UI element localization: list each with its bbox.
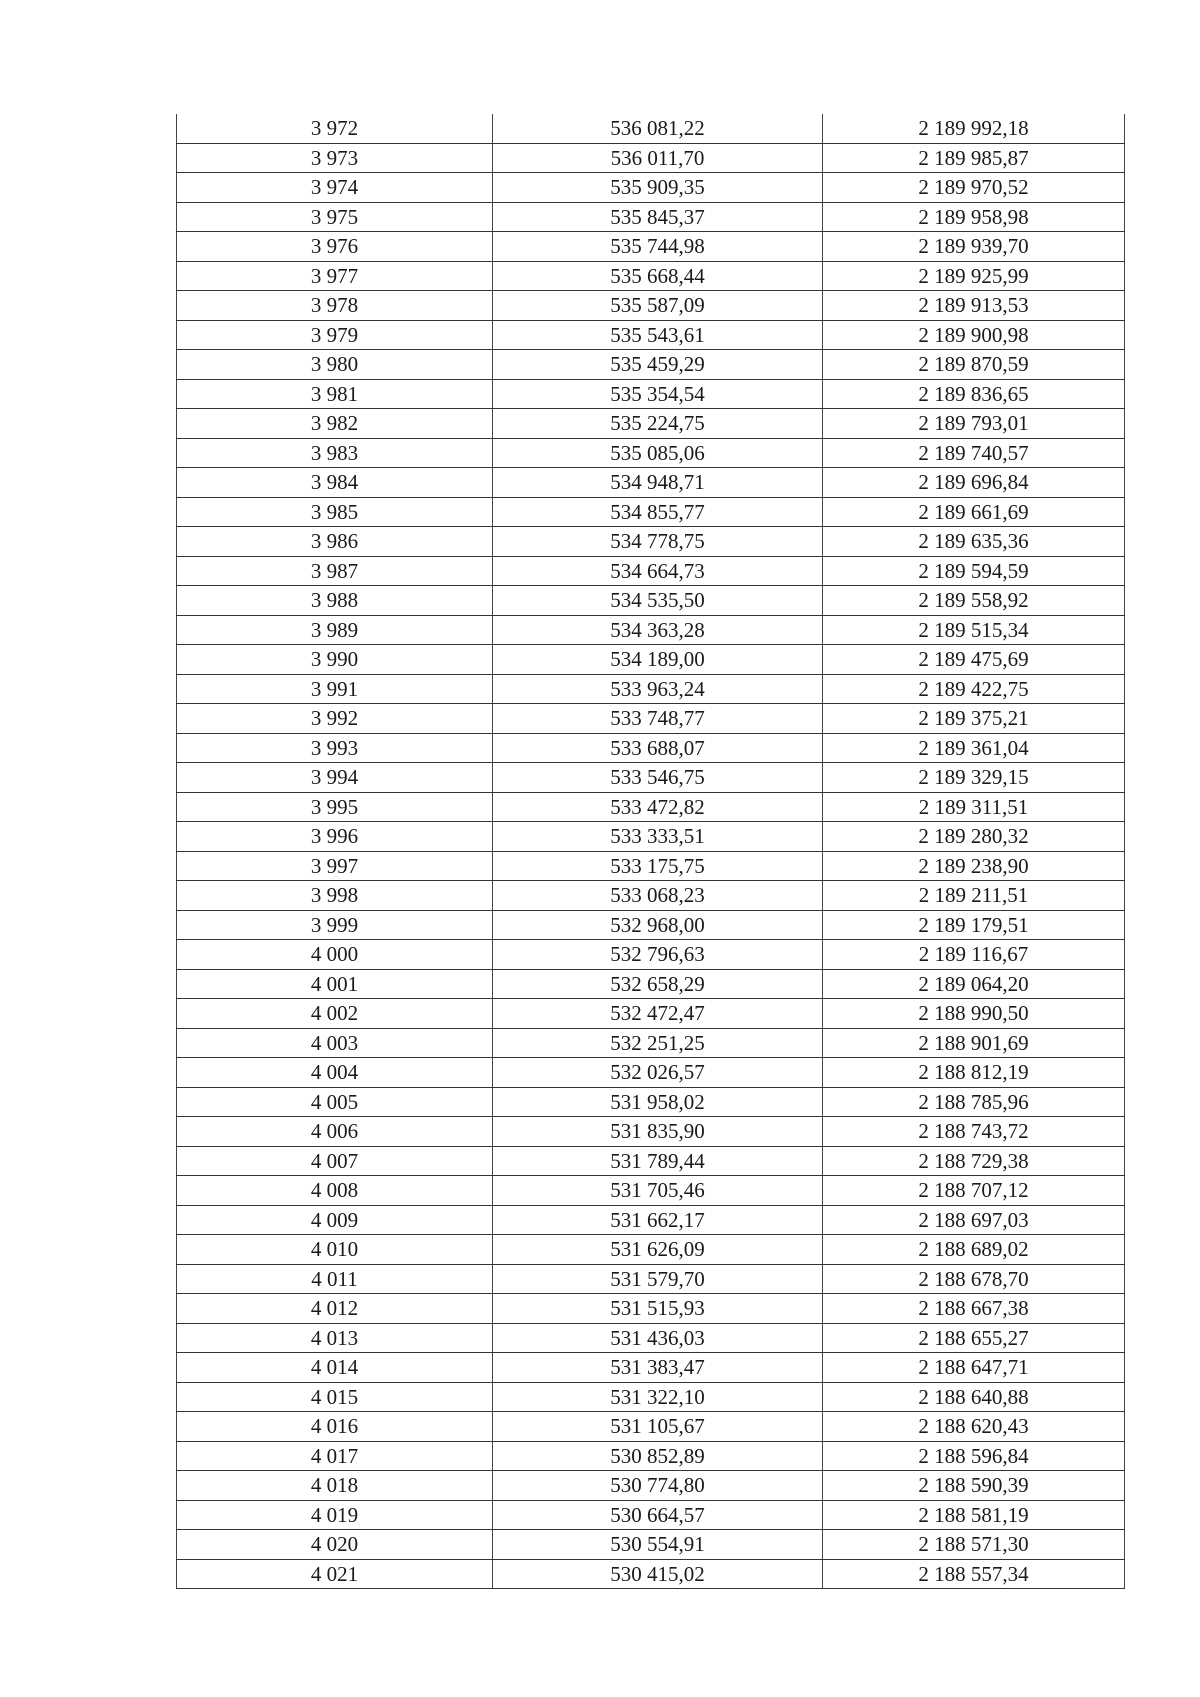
point-number-cell: 4 008 (177, 1176, 493, 1206)
y-coordinate-cell: 2 188 689,02 (823, 1235, 1125, 1265)
table-row (177, 1500, 1125, 1530)
point-number-cell: 4 011 (177, 1264, 493, 1294)
point-number-cell: 4 010 (177, 1235, 493, 1265)
y-coordinate-cell: 2 188 990,50 (823, 999, 1125, 1029)
point-number-cell: 3 979 (177, 320, 493, 350)
point-number-cell: 3 996 (177, 822, 493, 852)
y-coordinate-cell: 2 189 992,18 (823, 114, 1125, 143)
point-number-cell: 3 987 (177, 556, 493, 586)
point-number-cell: 3 986 (177, 527, 493, 557)
x-coordinate-cell: 532 796,63 (493, 940, 823, 970)
point-number-cell: 4 006 (177, 1117, 493, 1147)
table-row (177, 1058, 1125, 1088)
x-coordinate-cell: 532 026,57 (493, 1058, 823, 1088)
point-number-cell: 4 002 (177, 999, 493, 1029)
y-coordinate-cell: 2 188 743,72 (823, 1117, 1125, 1147)
x-coordinate-cell: 534 855,77 (493, 497, 823, 527)
y-coordinate-cell: 2 189 740,57 (823, 438, 1125, 468)
y-coordinate-cell: 2 188 667,38 (823, 1294, 1125, 1324)
x-coordinate-cell: 531 835,90 (493, 1117, 823, 1147)
y-coordinate-cell: 2 189 635,36 (823, 527, 1125, 557)
point-number-cell: 3 998 (177, 881, 493, 911)
table-row (177, 527, 1125, 557)
x-coordinate-cell: 533 175,75 (493, 851, 823, 881)
y-coordinate-cell: 2 189 913,53 (823, 291, 1125, 321)
point-number-cell: 4 013 (177, 1323, 493, 1353)
x-coordinate-cell: 533 688,07 (493, 733, 823, 763)
point-number-cell: 3 980 (177, 350, 493, 380)
table-row (177, 969, 1125, 999)
x-coordinate-cell: 535 354,54 (493, 379, 823, 409)
y-coordinate-cell: 2 189 515,34 (823, 615, 1125, 645)
table-row (177, 674, 1125, 704)
x-coordinate-cell: 531 515,93 (493, 1294, 823, 1324)
point-number-cell: 3 999 (177, 910, 493, 940)
table-row (177, 1028, 1125, 1058)
point-number-cell: 3 977 (177, 261, 493, 291)
x-coordinate-cell: 533 068,23 (493, 881, 823, 911)
point-number-cell: 4 004 (177, 1058, 493, 1088)
x-coordinate-cell: 536 081,22 (493, 114, 823, 143)
table-row (177, 497, 1125, 527)
point-number-cell: 3 992 (177, 704, 493, 734)
table-row (177, 881, 1125, 911)
x-coordinate-cell: 535 085,06 (493, 438, 823, 468)
x-coordinate-cell: 534 778,75 (493, 527, 823, 557)
y-coordinate-cell: 2 188 785,96 (823, 1087, 1125, 1117)
y-coordinate-cell: 2 189 238,90 (823, 851, 1125, 881)
point-number-cell: 4 005 (177, 1087, 493, 1117)
point-number-cell: 3 988 (177, 586, 493, 616)
y-coordinate-cell: 2 188 647,71 (823, 1353, 1125, 1383)
point-number-cell: 4 021 (177, 1559, 493, 1589)
y-coordinate-cell: 2 189 900,98 (823, 320, 1125, 350)
point-number-cell: 4 007 (177, 1146, 493, 1176)
point-number-cell: 3 985 (177, 497, 493, 527)
x-coordinate-cell: 533 963,24 (493, 674, 823, 704)
point-number-cell: 3 981 (177, 379, 493, 409)
table-row (177, 1205, 1125, 1235)
table-row (177, 645, 1125, 675)
table-row (177, 1087, 1125, 1117)
x-coordinate-cell: 533 472,82 (493, 792, 823, 822)
y-coordinate-cell: 2 188 620,43 (823, 1412, 1125, 1442)
table-row (177, 792, 1125, 822)
table-row (177, 822, 1125, 852)
table-row (177, 1382, 1125, 1412)
x-coordinate-cell: 533 333,51 (493, 822, 823, 852)
point-number-cell: 3 975 (177, 202, 493, 232)
table-row (177, 409, 1125, 439)
x-coordinate-cell: 530 774,80 (493, 1471, 823, 1501)
point-number-cell: 3 978 (177, 291, 493, 321)
table-row (177, 556, 1125, 586)
y-coordinate-cell: 2 189 558,92 (823, 586, 1125, 616)
x-coordinate-cell: 530 554,91 (493, 1530, 823, 1560)
y-coordinate-cell: 2 189 836,65 (823, 379, 1125, 409)
point-number-cell: 4 016 (177, 1412, 493, 1442)
y-coordinate-cell: 2 189 870,59 (823, 350, 1125, 380)
y-coordinate-cell: 2 188 640,88 (823, 1382, 1125, 1412)
x-coordinate-cell: 536 011,70 (493, 143, 823, 173)
y-coordinate-cell: 2 188 812,19 (823, 1058, 1125, 1088)
table-row (177, 202, 1125, 232)
point-number-cell: 4 018 (177, 1471, 493, 1501)
y-coordinate-cell: 2 188 655,27 (823, 1323, 1125, 1353)
point-number-cell: 4 017 (177, 1441, 493, 1471)
x-coordinate-cell: 534 535,50 (493, 586, 823, 616)
x-coordinate-cell: 530 415,02 (493, 1559, 823, 1589)
x-coordinate-cell: 535 543,61 (493, 320, 823, 350)
table-row (177, 763, 1125, 793)
x-coordinate-cell: 534 664,73 (493, 556, 823, 586)
y-coordinate-cell: 2 189 985,87 (823, 143, 1125, 173)
point-number-cell: 3 991 (177, 674, 493, 704)
x-coordinate-cell: 534 189,00 (493, 645, 823, 675)
x-coordinate-cell: 531 383,47 (493, 1353, 823, 1383)
point-number-cell: 4 015 (177, 1382, 493, 1412)
x-coordinate-cell: 531 626,09 (493, 1235, 823, 1265)
table-row (177, 1146, 1125, 1176)
y-coordinate-cell: 2 189 925,99 (823, 261, 1125, 291)
point-number-cell: 3 982 (177, 409, 493, 439)
point-number-cell: 3 974 (177, 173, 493, 203)
y-coordinate-cell: 2 188 571,30 (823, 1530, 1125, 1560)
y-coordinate-cell: 2 188 590,39 (823, 1471, 1125, 1501)
table-row (177, 704, 1125, 734)
point-number-cell: 3 989 (177, 615, 493, 645)
y-coordinate-cell: 2 188 678,70 (823, 1264, 1125, 1294)
x-coordinate-cell: 535 587,09 (493, 291, 823, 321)
x-coordinate-cell: 533 748,77 (493, 704, 823, 734)
point-number-cell: 4 020 (177, 1530, 493, 1560)
x-coordinate-cell: 535 744,98 (493, 232, 823, 262)
y-coordinate-cell: 2 188 697,03 (823, 1205, 1125, 1235)
y-coordinate-cell: 2 189 179,51 (823, 910, 1125, 940)
x-coordinate-cell: 531 579,70 (493, 1264, 823, 1294)
table-row (177, 1264, 1125, 1294)
x-coordinate-cell: 531 322,10 (493, 1382, 823, 1412)
table-row (177, 615, 1125, 645)
point-number-cell: 3 972 (177, 114, 493, 143)
x-coordinate-cell: 535 909,35 (493, 173, 823, 203)
point-number-cell: 4 000 (177, 940, 493, 970)
table-row (177, 1117, 1125, 1147)
y-coordinate-cell: 2 189 939,70 (823, 232, 1125, 262)
y-coordinate-cell: 2 189 696,84 (823, 468, 1125, 498)
point-number-cell: 4 014 (177, 1353, 493, 1383)
table-row (177, 468, 1125, 498)
x-coordinate-cell: 535 459,29 (493, 350, 823, 380)
table-row (177, 733, 1125, 763)
x-coordinate-cell: 531 436,03 (493, 1323, 823, 1353)
x-coordinate-cell: 534 948,71 (493, 468, 823, 498)
table-row (177, 851, 1125, 881)
point-number-cell: 3 993 (177, 733, 493, 763)
x-coordinate-cell: 534 363,28 (493, 615, 823, 645)
point-number-cell: 3 983 (177, 438, 493, 468)
table-row (177, 1176, 1125, 1206)
table-row (177, 261, 1125, 291)
y-coordinate-cell: 2 189 661,69 (823, 497, 1125, 527)
point-number-cell: 4 003 (177, 1028, 493, 1058)
table-row (177, 379, 1125, 409)
table-row (177, 999, 1125, 1029)
table-row (177, 1294, 1125, 1324)
table-row (177, 1235, 1125, 1265)
x-coordinate-cell: 531 705,46 (493, 1176, 823, 1206)
point-number-cell: 4 001 (177, 969, 493, 999)
point-number-cell: 4 009 (177, 1205, 493, 1235)
coordinates-table (176, 114, 1125, 1589)
table-row (177, 291, 1125, 321)
y-coordinate-cell: 2 189 970,52 (823, 173, 1125, 203)
y-coordinate-cell: 2 189 361,04 (823, 733, 1125, 763)
table-row (177, 940, 1125, 970)
x-coordinate-cell: 535 668,44 (493, 261, 823, 291)
y-coordinate-cell: 2 189 211,51 (823, 881, 1125, 911)
y-coordinate-cell: 2 189 116,67 (823, 940, 1125, 970)
y-coordinate-cell: 2 189 475,69 (823, 645, 1125, 675)
y-coordinate-cell: 2 189 280,32 (823, 822, 1125, 852)
x-coordinate-cell: 531 105,67 (493, 1412, 823, 1442)
point-number-cell: 4 012 (177, 1294, 493, 1324)
point-number-cell: 3 997 (177, 851, 493, 881)
y-coordinate-cell: 2 188 729,38 (823, 1146, 1125, 1176)
y-coordinate-cell: 2 189 311,51 (823, 792, 1125, 822)
point-number-cell: 4 019 (177, 1500, 493, 1530)
table-row (177, 173, 1125, 203)
coordinates-table-body (177, 114, 1125, 1589)
x-coordinate-cell: 530 664,57 (493, 1500, 823, 1530)
point-number-cell: 3 995 (177, 792, 493, 822)
y-coordinate-cell: 2 189 958,98 (823, 202, 1125, 232)
y-coordinate-cell: 2 188 707,12 (823, 1176, 1125, 1206)
table-row (177, 320, 1125, 350)
table-row (177, 1323, 1125, 1353)
x-coordinate-cell: 532 968,00 (493, 910, 823, 940)
x-coordinate-cell: 535 224,75 (493, 409, 823, 439)
point-number-cell: 3 990 (177, 645, 493, 675)
x-coordinate-cell: 530 852,89 (493, 1441, 823, 1471)
table-row (177, 1412, 1125, 1442)
table-row (177, 143, 1125, 173)
point-number-cell: 3 973 (177, 143, 493, 173)
y-coordinate-cell: 2 189 375,21 (823, 704, 1125, 734)
y-coordinate-cell: 2 188 901,69 (823, 1028, 1125, 1058)
x-coordinate-cell: 531 789,44 (493, 1146, 823, 1176)
point-number-cell: 3 976 (177, 232, 493, 262)
x-coordinate-cell: 532 251,25 (493, 1028, 823, 1058)
table-row (177, 1530, 1125, 1560)
y-coordinate-cell: 2 189 064,20 (823, 969, 1125, 999)
y-coordinate-cell: 2 188 557,34 (823, 1559, 1125, 1589)
x-coordinate-cell: 532 472,47 (493, 999, 823, 1029)
x-coordinate-cell: 531 662,17 (493, 1205, 823, 1235)
table-row (177, 1559, 1125, 1589)
table-row (177, 114, 1125, 143)
table-row (177, 350, 1125, 380)
x-coordinate-cell: 533 546,75 (493, 763, 823, 793)
y-coordinate-cell: 2 188 596,84 (823, 1441, 1125, 1471)
point-number-cell: 3 984 (177, 468, 493, 498)
table-row (177, 232, 1125, 262)
x-coordinate-cell: 535 845,37 (493, 202, 823, 232)
point-number-cell: 3 994 (177, 763, 493, 793)
table-row (177, 1441, 1125, 1471)
table-row (177, 586, 1125, 616)
x-coordinate-cell: 532 658,29 (493, 969, 823, 999)
y-coordinate-cell: 2 189 422,75 (823, 674, 1125, 704)
y-coordinate-cell: 2 189 793,01 (823, 409, 1125, 439)
y-coordinate-cell: 2 189 594,59 (823, 556, 1125, 586)
table-row (177, 910, 1125, 940)
y-coordinate-cell: 2 189 329,15 (823, 763, 1125, 793)
table-row (177, 438, 1125, 468)
table-row (177, 1353, 1125, 1383)
y-coordinate-cell: 2 188 581,19 (823, 1500, 1125, 1530)
table-row (177, 1471, 1125, 1501)
x-coordinate-cell: 531 958,02 (493, 1087, 823, 1117)
